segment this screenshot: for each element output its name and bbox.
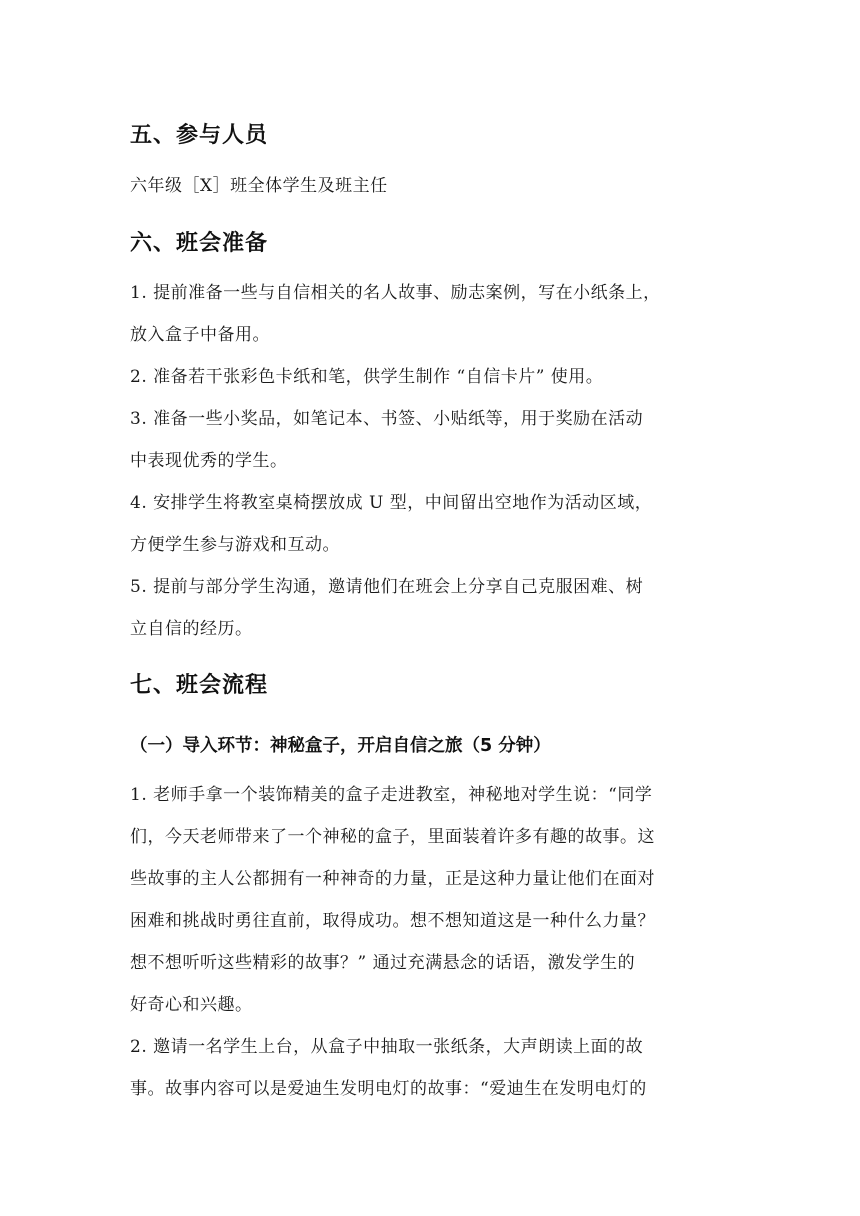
text-line: 想不想听听这些精彩的故事？” 通过充满悬念的话语，激发学生的 bbox=[130, 953, 636, 973]
prep-item-4 bbox=[130, 482, 732, 566]
text-line: 好奇心和兴趣。 bbox=[130, 995, 253, 1015]
text-line: 立自信的经历。 bbox=[130, 619, 253, 639]
text-line: 3. 准备一些小奖品，如笔记本、书签、小贴纸等，用于奖励在活动 bbox=[130, 409, 644, 429]
text-line: 4. 安排学生将教室桌椅摆放成 U 型，中间留出空地作为活动区域， bbox=[130, 493, 653, 513]
process-item-1 bbox=[130, 774, 732, 1026]
text-line: 中表现优秀的学生。 bbox=[130, 451, 288, 471]
text-line: 困难和挑战时勇往直前，取得成功。想不想知道这是一种什么力量？ bbox=[130, 911, 655, 931]
prep-item-1 bbox=[130, 272, 732, 356]
text-line: 1. 提前准备一些与自信相关的名人故事、励志案例，写在小纸条上， bbox=[130, 283, 661, 303]
section-heading-preparation: 六、班会准备 bbox=[130, 231, 269, 256]
subsection-heading-intro: （一）导入环节：神秘盒子，开启自信之旅（5 分钟） bbox=[130, 736, 551, 756]
text-line: 些故事的主人公都拥有一种神奇的力量，正是这种力量让他们在面对 bbox=[130, 869, 655, 889]
text-line: 方便学生参与游戏和互动。 bbox=[130, 535, 340, 555]
section-heading-process: 七、班会流程 bbox=[130, 673, 269, 698]
process-item-2 bbox=[130, 1026, 732, 1110]
text-line: 六年级［X］班全体学生及班主任 bbox=[130, 176, 388, 196]
text-line: 2. 准备若干张彩色卡纸和笔，供学生制作 “自信卡片” 使用。 bbox=[130, 367, 604, 387]
text-line: 放入盒子中备用。 bbox=[130, 325, 270, 345]
text-line: 们，今天老师带来了一个神秘的盒子，里面装着许多有趣的故事。这 bbox=[130, 827, 655, 847]
text-line: 5. 提前与部分学生沟通，邀请他们在班会上分享自己克服困难、树 bbox=[130, 577, 644, 597]
prep-item-2 bbox=[130, 356, 732, 398]
prep-item-3 bbox=[130, 398, 732, 482]
prep-item-5 bbox=[130, 566, 732, 650]
text-line: 事。故事内容可以是爱迪生发明电灯的故事：“爱迪生在发明电灯的 bbox=[130, 1079, 647, 1099]
text-line: 2. 邀请一名学生上台，从盒子中抽取一张纸条，大声朗读上面的故 bbox=[130, 1037, 644, 1057]
section-heading-participants: 五、参与人员 bbox=[130, 123, 269, 148]
participants-text bbox=[130, 165, 732, 207]
text-line: 1. 老师手拿一个装饰精美的盒子走进教室，神秘地对学生说：“同学 bbox=[130, 785, 653, 805]
